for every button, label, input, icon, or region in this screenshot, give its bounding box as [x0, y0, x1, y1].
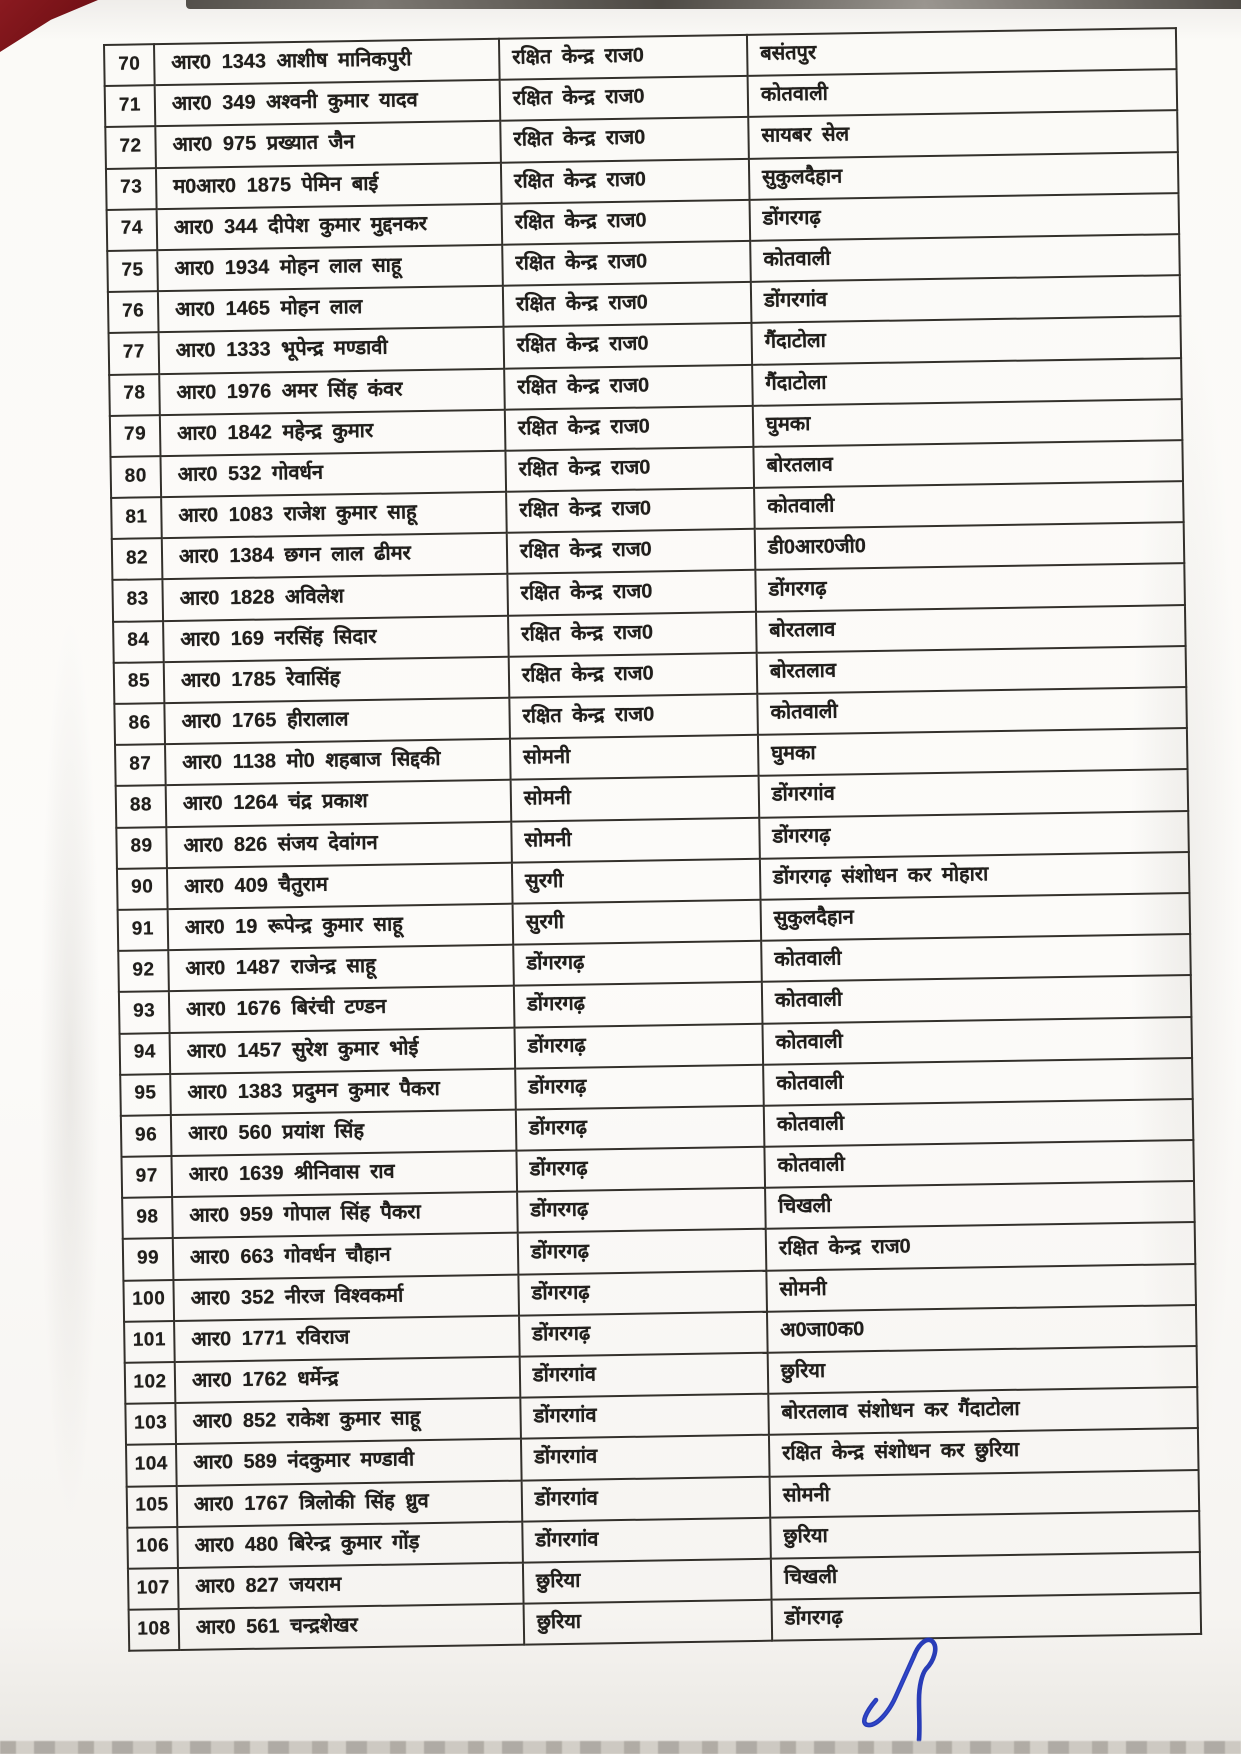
to-cell: बोरतलाव — [756, 605, 1186, 653]
name-cell: आर0 352 नीरज विश्वकर्मा — [173, 1274, 519, 1321]
to-cell: कोतवाली — [750, 234, 1180, 282]
from-cell: छुरिया — [523, 1559, 772, 1604]
name-cell: आर0 1138 मो0 शहबाज सिद्दकी — [165, 739, 511, 786]
name-cell: आर0 1457 सुरेश कुमार भोई — [170, 1027, 516, 1074]
to-cell: डोंगरगढ़ — [755, 564, 1185, 612]
serial-cell: 82 — [112, 538, 163, 580]
serial-cell: 77 — [109, 332, 160, 374]
from-cell: रक्षित केन्द्र राज0 — [506, 488, 755, 533]
signature-mark — [856, 1628, 974, 1744]
serial-cell: 84 — [113, 621, 164, 663]
serial-cell: 104 — [126, 1444, 177, 1486]
to-cell: कोतवाली — [762, 1017, 1192, 1065]
serial-cell: 90 — [117, 868, 168, 910]
serial-cell: 71 — [105, 85, 156, 127]
name-cell: आर0 560 प्रयांश सिंह — [171, 1110, 517, 1157]
serial-cell: 99 — [123, 1238, 174, 1280]
name-cell: आर0 1765 हीरालाल — [164, 698, 510, 745]
serial-cell: 101 — [124, 1321, 175, 1363]
to-cell: कोतवाली — [748, 69, 1178, 117]
from-cell: रक्षित केन्द्र राज0 — [502, 200, 751, 245]
from-cell: डोंगरगढ़ — [518, 1229, 767, 1274]
name-cell: आर0 1828 अविलेश — [162, 574, 508, 621]
serial-cell: 85 — [114, 662, 165, 704]
name-cell: आर0 589 नंदकुमार मण्डावी — [176, 1439, 522, 1486]
serial-cell: 98 — [122, 1197, 173, 1239]
to-cell: कोतवाली — [757, 687, 1187, 735]
name-cell: आर0 1384 छगन लाल ढीमर — [162, 533, 508, 580]
to-cell: कोतवाली — [754, 481, 1184, 529]
serial-cell: 106 — [127, 1527, 178, 1569]
name-cell: आर0 826 संजय देवांगन — [166, 821, 512, 868]
from-cell: रक्षित केन्द्र राज0 — [507, 529, 756, 574]
name-cell: आर0 959 गोपाल सिंह पैकरा — [172, 1192, 518, 1239]
name-cell: आर0 1343 आशीष मानिकपुरी — [154, 39, 500, 86]
from-cell: रक्षित केन्द्र राज0 — [505, 447, 754, 492]
from-cell: डोंगरगढ़ — [514, 1023, 763, 1068]
serial-cell: 79 — [110, 415, 161, 457]
serial-cell: 74 — [107, 209, 158, 251]
from-cell: डोंगरगढ़ — [519, 1312, 768, 1357]
serial-cell: 88 — [116, 785, 167, 827]
serial-cell: 89 — [116, 827, 167, 869]
name-cell: आर0 344 दीपेश कुमार मुद्दनकर — [157, 204, 503, 251]
to-cell: रक्षित केन्द्र संशोधन कर छुरिया — [769, 1428, 1199, 1476]
from-cell: रक्षित केन्द्र राज0 — [507, 570, 756, 615]
serial-cell: 92 — [118, 950, 169, 992]
from-cell: रक्षित केन्द्र राज0 — [504, 364, 753, 409]
from-cell: रक्षित केन्द्र राज0 — [509, 653, 758, 698]
name-cell: आर0 1771 रविराज — [174, 1315, 520, 1362]
signature-stroke-highlight — [864, 1656, 914, 1725]
to-cell: कोतवाली — [764, 1140, 1194, 1188]
name-cell: आर0 1333 भूपेन्द्र मण्डावी — [159, 327, 505, 374]
serial-cell: 75 — [107, 250, 158, 292]
name-cell: आर0 827 जयराम — [178, 1563, 524, 1610]
serial-cell: 94 — [120, 1033, 171, 1075]
to-cell: सुकुलदैहान — [761, 893, 1191, 941]
to-cell: गैंदाटोला — [751, 316, 1181, 364]
from-cell: छुरिया — [524, 1600, 773, 1645]
name-cell: आर0 1639 श्रीनिवास राव — [171, 1151, 517, 1198]
name-cell: आर0 349 अश्वनी कुमार यादव — [155, 80, 501, 127]
name-cell: आर0 1934 मोहन लाल साहू — [157, 245, 503, 292]
from-cell: रक्षित केन्द्र राज0 — [501, 158, 750, 203]
serial-cell: 87 — [115, 744, 166, 786]
serial-cell: 86 — [114, 703, 165, 745]
serial-cell: 76 — [108, 291, 159, 333]
serial-cell: 73 — [106, 168, 157, 210]
from-cell: डोंगरगढ़ — [516, 1106, 765, 1151]
name-cell: आर0 975 प्रख्यात जैन — [155, 121, 501, 168]
to-cell: कोतवाली — [761, 934, 1191, 982]
transfer-table-body — [104, 28, 1201, 1651]
to-cell: सुकुलदैहान — [749, 152, 1179, 200]
serial-cell: 100 — [123, 1280, 174, 1322]
name-cell: आर0 852 राकेश कुमार साहू — [175, 1398, 521, 1445]
to-cell: कोतवाली — [763, 1058, 1193, 1106]
scan-edge-artifact-bottom — [0, 1741, 1241, 1754]
name-cell: म0आर0 1875 पेमिन बाई — [156, 162, 502, 209]
scan-blotch — [40, 620, 100, 1520]
serial-cell: 72 — [105, 127, 156, 169]
from-cell: डोंगरगांव — [520, 1353, 769, 1398]
name-cell: आर0 532 गोवर्धन — [160, 451, 506, 498]
serial-cell: 83 — [112, 580, 163, 622]
from-cell: रक्षित केन्द्र राज0 — [508, 611, 757, 656]
serial-cell: 95 — [120, 1074, 171, 1116]
from-cell: रक्षित केन्द्र राज0 — [505, 406, 754, 451]
name-cell: आर0 1465 मोहन लाल — [158, 286, 504, 333]
from-cell: डोंगरगढ़ — [517, 1188, 766, 1233]
serial-cell: 108 — [129, 1609, 180, 1651]
from-cell: रक्षित केन्द्र राज0 — [500, 117, 749, 162]
to-cell: डोंगरगढ़ — [772, 1593, 1202, 1641]
name-cell: आर0 1083 राजेश कुमार साहू — [161, 492, 507, 539]
serial-cell: 103 — [125, 1403, 176, 1445]
from-cell: रक्षित केन्द्र राज0 — [499, 35, 748, 80]
from-cell: सोमनी — [511, 817, 760, 862]
to-cell: बसंतपुर — [747, 28, 1177, 76]
to-cell: चिखली — [765, 1181, 1195, 1229]
serial-cell: 78 — [109, 374, 160, 416]
name-cell: आर0 1976 अमर सिंह कंवर — [159, 368, 505, 415]
page-corner-fold — [0, 0, 98, 52]
to-cell: घुमका — [758, 728, 1188, 776]
from-cell: रक्षित केन्द्र राज0 — [500, 76, 749, 121]
serial-cell: 81 — [111, 497, 162, 539]
serial-cell: 97 — [121, 1156, 172, 1198]
transfer-table — [103, 27, 1202, 1652]
name-cell: आर0 1487 राजेन्द्र साहू — [168, 945, 514, 992]
from-cell: डोंगरगढ़ — [514, 982, 763, 1027]
from-cell: सुरगी — [512, 859, 761, 904]
name-cell: आर0 1842 महेन्द्र कुमार — [160, 409, 506, 456]
to-cell: डोंगरगढ़ संशोधन कर मोहारा — [760, 852, 1190, 900]
serial-cell: 70 — [104, 44, 155, 86]
to-cell: छुरिया — [768, 1346, 1198, 1394]
to-cell: अ0जा0क0 — [767, 1305, 1197, 1353]
from-cell: सोमनी — [511, 776, 760, 821]
to-cell: डोंगरगांव — [751, 275, 1181, 323]
from-cell: सोमनी — [510, 735, 759, 780]
scan-edge-artifact-top — [186, 0, 1241, 9]
to-cell: डोंगरगढ़ — [759, 811, 1189, 859]
name-cell: आर0 169 नरसिंह सिदार — [163, 615, 509, 662]
to-cell: सायबर सेल — [748, 111, 1178, 159]
name-cell: आर0 1383 प्रदुमन कुमार पैकरा — [170, 1068, 516, 1115]
from-cell: सुरगी — [513, 900, 762, 945]
to-cell: बोरतलाव संशोधन कर गैंदाटोला — [768, 1387, 1198, 1435]
to-cell: कोतवाली — [764, 1099, 1194, 1147]
from-cell: रक्षित केन्द्र राज0 — [509, 694, 758, 739]
to-cell: छुरिया — [770, 1511, 1200, 1559]
to-cell: चिखली — [771, 1552, 1201, 1600]
from-cell: रक्षित केन्द्र राज0 — [503, 282, 752, 327]
transfer-table-container — [103, 27, 1202, 1652]
from-cell: रक्षित केन्द्र राज0 — [502, 241, 751, 286]
to-cell: कोतवाली — [762, 975, 1192, 1023]
from-cell: डोंगरगांव — [521, 1435, 770, 1480]
from-cell: डोंगरगांव — [520, 1394, 769, 1439]
serial-cell: 105 — [127, 1486, 178, 1528]
to-cell: बोरतलाव — [757, 646, 1187, 694]
to-cell: गैंदाटोला — [752, 358, 1182, 406]
name-cell: आर0 480 बिरेन्द्र कुमार गोंड़ — [177, 1521, 523, 1568]
to-cell: सोमनी — [770, 1470, 1200, 1518]
serial-cell: 93 — [119, 991, 170, 1033]
name-cell: आर0 1264 चंद्र प्रकाश — [166, 780, 512, 827]
signature-stroke — [864, 1640, 935, 1740]
serial-cell: 102 — [125, 1362, 176, 1404]
to-cell: बोरतलाव — [753, 440, 1183, 488]
name-cell: आर0 19 रूपेन्द्र कुमार साहू — [168, 904, 514, 951]
to-cell: डोंगरगढ़ — [750, 193, 1180, 241]
name-cell: आर0 561 चन्द्रशेखर — [179, 1604, 525, 1651]
from-cell: डोंगरगांव — [522, 1517, 771, 1562]
to-cell: सोमनी — [766, 1264, 1196, 1312]
to-cell: डोंगरगांव — [759, 769, 1189, 817]
serial-cell: 80 — [110, 456, 161, 498]
from-cell: डोंगरगढ़ — [513, 941, 762, 986]
to-cell: रक्षित केन्द्र राज0 — [766, 1222, 1196, 1270]
from-cell: रक्षित केन्द्र राज0 — [503, 323, 752, 368]
name-cell: आर0 1767 त्रिलोकी सिंह ध्रुव — [177, 1480, 523, 1527]
from-cell: डोंगरगढ़ — [515, 1064, 764, 1109]
serial-cell: 96 — [121, 1115, 172, 1157]
serial-cell: 107 — [128, 1568, 179, 1610]
from-cell: डोंगरगांव — [522, 1476, 771, 1521]
name-cell: आर0 663 गोवर्धन चौहान — [173, 1233, 519, 1280]
name-cell: आर0 409 चैतुराम — [167, 862, 513, 909]
from-cell: डोंगरगढ़ — [516, 1147, 765, 1192]
serial-cell: 91 — [118, 909, 169, 951]
to-cell: घुमका — [753, 399, 1183, 447]
to-cell: डी0आर0जी0 — [755, 522, 1185, 570]
name-cell: आर0 1762 धर्मेन्द्र — [175, 1357, 521, 1404]
from-cell: डोंगरगढ़ — [518, 1270, 767, 1315]
name-cell: आर0 1785 रेवासिंह — [164, 657, 510, 704]
name-cell: आर0 1676 बिरंची टण्डन — [169, 986, 515, 1033]
